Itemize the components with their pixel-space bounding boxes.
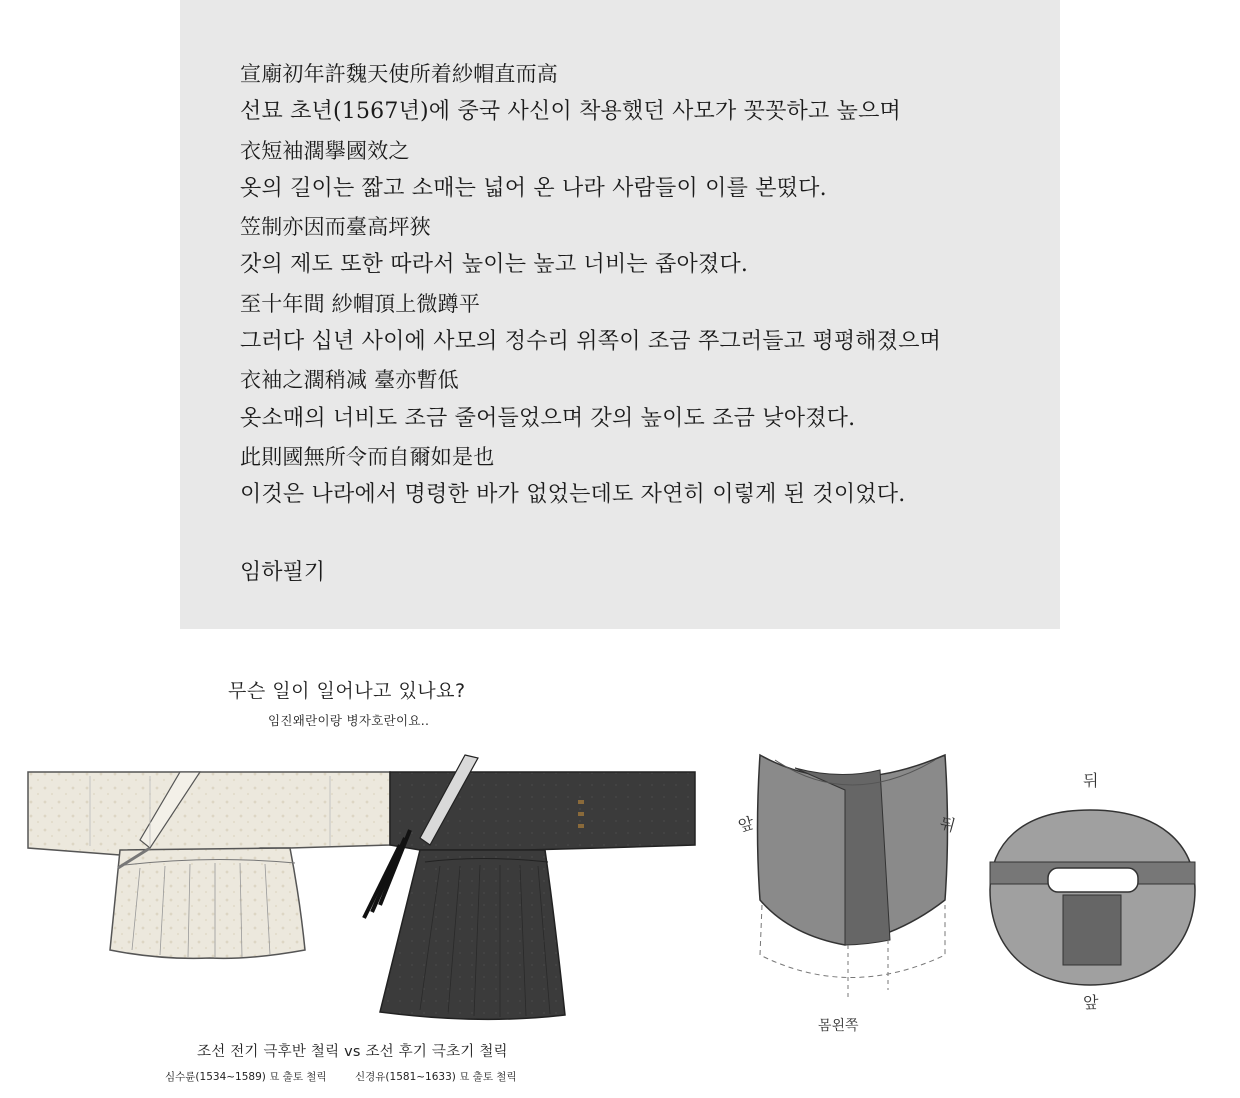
- quote-line-korean: 갓의 제도 또한 따라서 높이는 높고 너비는 좁아졌다.: [240, 252, 749, 278]
- figure-subcaption-left: 심수륜(1534~1589) 묘 출토 철릭: [165, 1071, 327, 1083]
- comic-question: 무슨 일이 일어나고 있나요?: [228, 680, 466, 702]
- quote-lines: [240, 55, 1040, 515]
- quote-line-hanja: 衣袖之濶稍减 臺亦暫低: [240, 368, 459, 393]
- skirt-front-label: 앞: [736, 813, 756, 836]
- skirt-side-label: 몸왼쪽: [818, 1018, 859, 1034]
- quote-line-hanja: 至十年間 紗帽頂上微蹲平: [240, 291, 481, 316]
- quote-line-korean: 선묘 초년(1567년)에 중국 사신이 착용했던 사모가 꼿꼿하고 높으며: [240, 99, 902, 125]
- quote-line-hanja: 衣短袖濶擧國效之: [240, 138, 410, 163]
- skirt-back-label: 뒤: [937, 813, 958, 836]
- skirt-diagram: [758, 755, 948, 1000]
- figure-subcaption-right: 신경유(1581~1633) 묘 출토 철릭: [355, 1071, 517, 1083]
- illustration: [0, 740, 1240, 1040]
- quote-line-hanja: 宣廟初年許魏天使所着紗帽直而高: [240, 62, 558, 86]
- quote-line-korean: 이것은 나라에서 명령한 바가 없었는데도 자연히 이렇게 된 것이었다.: [240, 482, 906, 508]
- quote-line-korean: 옷소매의 너비도 조금 줄어들었으며 갓의 높이도 조금 낮아졌다.: [240, 405, 856, 431]
- ring-top-label: 뒤: [1083, 771, 1099, 790]
- comic-answer: 임진왜란이랑 병자호란이요..: [268, 713, 430, 728]
- ring-diagram: [990, 810, 1195, 985]
- quote-line-korean: 그러다 십년 사이에 사모의 정수리 위쪽이 조금 쭈그러들고 평평해졌으며: [240, 329, 942, 355]
- quote-line-korean: 옷의 길이는 짧고 소매는 넓어 온 나라 사람들이 이를 본떴다.: [240, 175, 827, 201]
- robe-dark: [364, 755, 695, 1019]
- quote-line-hanja: 笠制亦因而臺高坪狹: [240, 215, 431, 240]
- quote-box: [180, 0, 1060, 629]
- robe-light: [28, 772, 390, 958]
- ring-bottom-label: 앞: [1083, 993, 1099, 1012]
- quote-line-hanja: 此則國無所令而自爾如是也: [240, 444, 495, 469]
- quote-source: 임하필기: [240, 560, 326, 585]
- figure-caption: 조선 전기 극후반 철릭 vs 조선 후기 극초기 철릭: [197, 1044, 508, 1060]
